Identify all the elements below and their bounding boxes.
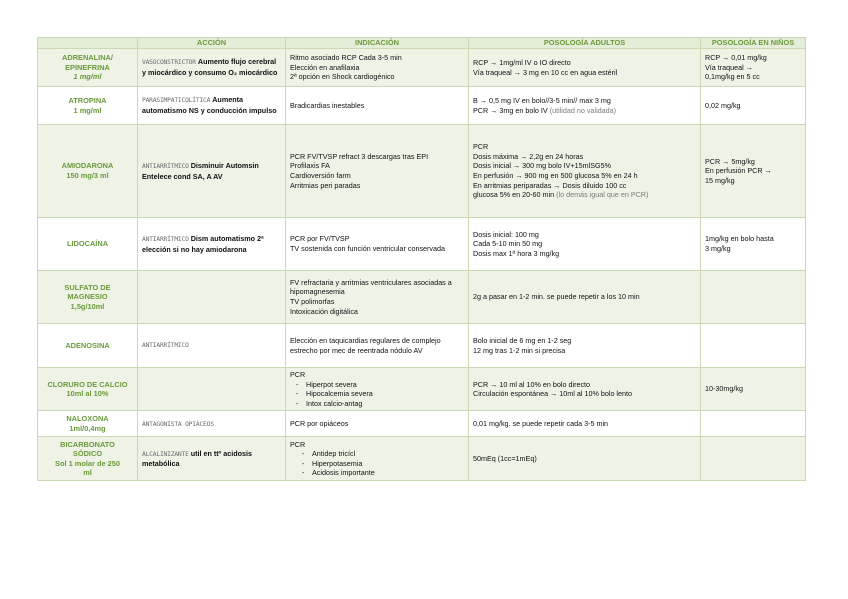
- indication-bullet: - Hiperpot severa: [290, 380, 464, 390]
- adult-dosage-line: [473, 380, 696, 390]
- indication-cell: [286, 49, 469, 87]
- adult-dosage-line: [473, 336, 696, 346]
- action-category: VASOCONSTRICTOR: [142, 59, 196, 67]
- drug-name-line: SÓDICO: [72, 449, 103, 459]
- drug-name-line: NALOXONA: [66, 414, 109, 424]
- indication-cell: [286, 87, 469, 125]
- indication-line: PCR por FV/TVSP: [290, 234, 350, 244]
- drug-dose: 1 mg/ml: [73, 105, 102, 115]
- child-dosage-line: 1mg/kg en bolo hasta: [705, 234, 774, 244]
- adult-dosage-text: RCP → 1mg/ml IV o IO directo: [473, 57, 571, 67]
- drug-name-cell: [38, 218, 138, 271]
- drug-name-line: ATROPINA: [68, 95, 107, 105]
- child-dosage-cell: [701, 368, 806, 411]
- indication-bullet: - Hipocalcemia severa: [290, 389, 464, 399]
- adult-dosage-text: 50mEq (1cc=1mEq): [473, 454, 537, 464]
- action-text: Disminuir Automsin Entelece cond SA, A AV: [142, 160, 259, 181]
- adult-dosage-text: PCR: [473, 142, 489, 152]
- child-dosage-line: 15 mg/kg: [705, 175, 735, 185]
- drug-dose: 1 mg/ml: [73, 72, 102, 82]
- drug-dose: 150 mg/3 ml: [66, 171, 109, 180]
- adult-dosage-line: [473, 152, 696, 162]
- table-row: [38, 49, 806, 87]
- action-cell: [138, 271, 286, 324]
- child-dosage-line: 0,1mg/kg en 5 cc: [705, 72, 760, 82]
- table-row: [38, 324, 806, 368]
- adult-dosage-text: PCR → 10 ml al 10% en bolo directo: [473, 379, 591, 389]
- indication-bullet: - Acidosis importante: [290, 468, 464, 478]
- adult-dosage-cell: [469, 324, 701, 368]
- drug-name-cell: [38, 368, 138, 411]
- adult-dosage-line: [473, 454, 696, 464]
- child-dosage-line: RCP → 0,01 mg/kg: [705, 53, 767, 63]
- header-drug: [38, 38, 138, 49]
- indication-head: PCR: [290, 370, 306, 379]
- header-child-dosage: POSOLOGÍA EN NIÑOS: [701, 38, 806, 49]
- table-row: [38, 218, 806, 271]
- action-cell: [138, 324, 286, 368]
- drug-name-cell: [38, 125, 138, 218]
- adult-dosage-line: [473, 96, 696, 106]
- adult-dosage-text: B → 0,5 mg IV en bolo//3-5 min// max 3 mg: [473, 95, 611, 105]
- child-dosage-line: 0,02 mg/kg: [705, 100, 741, 110]
- drug-name-line: AMIODARONA: [61, 161, 114, 171]
- adult-dosage-line: [473, 346, 696, 356]
- adult-dosage-text: Dosis máxima → 2,2g en 24 horas: [473, 151, 584, 161]
- child-dosage-cell: [701, 324, 806, 368]
- child-dosage-cell: [701, 437, 806, 481]
- indication-line: Ritmo asociado RCP Cada 3-5 min: [290, 53, 402, 63]
- header-action: ACCIÓN: [138, 38, 286, 49]
- child-dosage-cell: [701, 49, 806, 87]
- drug-name-cell: [38, 437, 138, 481]
- drug-dose: 1ml/0,4mg: [69, 423, 106, 433]
- action-category: ANTIARRÍTMICO: [142, 235, 189, 243]
- drug-name-cell: [38, 324, 138, 368]
- drug-name-line: MAGNESIO: [67, 292, 108, 302]
- adult-dosage-text: 12 mg tras 1-2 min si precisa: [473, 345, 566, 355]
- header-adult-dosage: POSOLOGÍA ADULTOS: [469, 38, 701, 49]
- table-row: [38, 411, 806, 437]
- action-cell: [138, 218, 286, 271]
- adult-dosage-text: Cada 5-10 min 50 mg: [473, 239, 543, 249]
- adult-dosage-note: (lo demás igual que en PCR): [556, 190, 649, 200]
- action-cell: [138, 437, 286, 481]
- indication-line: 2ª opción en Shock cardiogénico: [290, 72, 395, 82]
- indication-cell: [286, 411, 469, 437]
- adult-dosage-cell: [469, 437, 701, 481]
- indication-line: PCR FV/TVSP refract 3 descargas tras EPI: [290, 151, 429, 161]
- adult-dosage-line: [473, 419, 696, 429]
- adult-dosage-text: Vía traqueal → 3 mg en 10 cc en agua estéril: [473, 67, 618, 77]
- child-dosage-line: Vía traqueal →: [705, 62, 753, 72]
- indication-line: Intoxicación digitálica: [290, 306, 358, 316]
- indication-line: FV refractaria y arritmias ventriculares asociadas a hipomagnesemia: [290, 277, 452, 297]
- table-row: [38, 125, 806, 218]
- adult-dosage-text: Dosis inicial → 300 mg bolo IV+15mlSG5%: [473, 161, 612, 171]
- adult-dosage-line: [473, 239, 696, 249]
- indication-line: TV polimorfas: [290, 297, 335, 306]
- adult-dosage-text: 0,01 mg/kg. se puede repetir cada 3-5 min: [473, 419, 609, 429]
- indication-head: PCR: [290, 439, 306, 449]
- adult-dosage-line: [473, 58, 696, 68]
- indication-bullet: - Hiperpotasemia: [290, 459, 464, 469]
- action-text: Aumento flujo cerebral y miocárdico y consumo O₂ miocárdico: [142, 57, 278, 77]
- action-text: Aumenta automatismo NS y conducción impulso: [142, 95, 277, 115]
- adult-dosage-text: Dosis max 1ª hora 3 mg/kg: [473, 248, 560, 258]
- indication-line: TV sostenida con función ventricular conservada: [290, 244, 446, 253]
- drug-table: [37, 37, 806, 481]
- adult-dosage-text: En perfusión → 900 mg en 500 glucosa 5% en 24 h: [473, 171, 638, 180]
- drug-name-cell: [38, 87, 138, 125]
- adult-dosage-text: En arritmias periparadas → Dosis diluido 100 cc: [473, 180, 627, 190]
- adult-dosage-cell: [469, 49, 701, 87]
- adult-dosage-cell: [469, 368, 701, 411]
- indication-cell: [286, 218, 469, 271]
- child-dosage-line: En perfusión PCR →: [705, 166, 772, 176]
- drug-name-line: ADENOSINA: [65, 340, 110, 350]
- indication-cell: [286, 271, 469, 324]
- indication-line: Bradicardias inestables: [290, 100, 365, 110]
- drug-dose: 10ml al 10%: [66, 389, 109, 399]
- drug-dose: 1,5g/10ml: [70, 301, 105, 311]
- adult-dosage-cell: [469, 271, 701, 324]
- action-cell: [138, 411, 286, 437]
- table-row: [38, 271, 806, 324]
- drug-name-cell: [38, 411, 138, 437]
- adult-dosage-line: [473, 161, 696, 171]
- drug-name-line: EPINEFRINA: [65, 62, 110, 72]
- action-category: ANTIARRÍTMICO: [142, 162, 189, 170]
- action-cell: [138, 49, 286, 87]
- adult-dosage-text: Bolo inicial de 6 mg en 1-2 seg: [473, 335, 572, 345]
- adult-dosage-line: [473, 106, 696, 116]
- adult-dosage-text: PCR → 3mg en bolo IV: [473, 105, 548, 115]
- drug-name-line: Sol 1 molar de 250: [55, 458, 120, 468]
- adult-dosage-line: [473, 190, 696, 200]
- drug-name-line: SULFATO DE: [64, 282, 111, 292]
- drug-name-line: BICARBONATO: [60, 439, 115, 449]
- indication-line: Cardioversión farm: [290, 171, 351, 180]
- action-category: ANTIARRÍTMICO: [142, 342, 189, 350]
- drug-name-line: ADRENALINA/: [62, 53, 113, 63]
- action-text: util en ttº acidosis metabólica: [142, 448, 253, 469]
- table-row: [38, 87, 806, 125]
- table-row: [38, 437, 806, 481]
- adult-dosage-note: (utilidad no validada): [549, 105, 617, 115]
- action-cell: [138, 87, 286, 125]
- adult-dosage-cell: [469, 411, 701, 437]
- adult-dosage-cell: [469, 87, 701, 125]
- child-dosage-line: 3 mg/kg: [705, 244, 731, 253]
- adult-dosage-text: Circulación espontánea → 10ml al 10% bolo lento: [473, 389, 633, 399]
- indication-cell: [286, 125, 469, 218]
- adult-dosage-line: [473, 249, 696, 259]
- drug-name-cell: [38, 49, 138, 87]
- indication-bullet: - Antidep tricícl: [290, 449, 464, 459]
- adult-dosage-line: [473, 230, 696, 240]
- child-dosage-cell: [701, 411, 806, 437]
- child-dosage-cell: [701, 218, 806, 271]
- action-cell: [138, 125, 286, 218]
- child-dosage-line: 10-30mg/kg: [705, 384, 743, 394]
- indication-line: Arritmias peri paradas: [290, 180, 361, 190]
- table-row: [38, 368, 806, 411]
- drug-name-line: ml: [83, 468, 92, 478]
- indication-line: PCR por opiáceos: [290, 419, 349, 429]
- adult-dosage-line: [473, 181, 696, 191]
- action-text: Dism automatismo 2ª elección si no hay amiodarona: [142, 233, 264, 254]
- adult-dosage-line: [473, 68, 696, 78]
- adult-dosage-line: [473, 171, 696, 181]
- indication-cell: [286, 437, 469, 481]
- child-dosage-cell: [701, 87, 806, 125]
- indication-line: Elección en anafilaxia: [290, 62, 360, 72]
- indication-cell: [286, 324, 469, 368]
- drug-name-cell: [38, 271, 138, 324]
- adult-dosage-line: [473, 142, 696, 152]
- child-dosage-cell: [701, 125, 806, 218]
- header-indication: INDICACIÓN: [286, 38, 469, 49]
- child-dosage-cell: [701, 271, 806, 324]
- header-row: [38, 38, 806, 49]
- table-body: [38, 49, 806, 481]
- adult-dosage-text: Dosis inicial: 100 mg: [473, 229, 539, 239]
- child-dosage-line: PCR → 5mg/kg: [705, 156, 755, 166]
- indication-line: Profilaxis FA: [290, 161, 330, 171]
- indication-bullet: - Intox calcio-antag: [290, 399, 464, 409]
- action-category: PARASIMPATICOLÍTICA: [142, 97, 211, 105]
- action-category: ANTAGONISTA OPIÁCEOS: [142, 420, 214, 428]
- indication-cell: [286, 368, 469, 411]
- adult-dosage-cell: [469, 218, 701, 271]
- adult-dosage-text: 2g a pasar en 1-2 min. se puede repetir a los 10 min: [473, 292, 640, 302]
- adult-dosage-line: [473, 292, 696, 302]
- action-category: ALCALINIZANTE: [142, 450, 189, 458]
- drug-name-line: LIDOCAÍNA: [66, 239, 109, 249]
- adult-dosage-text: glucosa 5% en 20-60 min: [473, 190, 555, 200]
- drug-name-line: CLORURO DE CALCIO: [47, 379, 128, 389]
- adult-dosage-line: [473, 389, 696, 399]
- adult-dosage-cell: [469, 125, 701, 218]
- action-cell: [138, 368, 286, 411]
- indication-line: Elección en taquicardias regulares de complejo estrecho por mec de reentrada nódulo AV: [290, 335, 441, 355]
